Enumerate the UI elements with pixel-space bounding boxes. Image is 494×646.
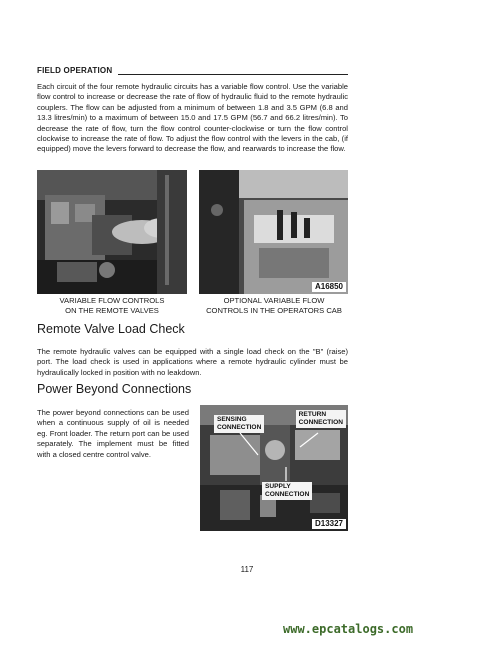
caption-cab-controls-line2: CONTROLS IN THE OPERATORS CAB xyxy=(206,306,342,316)
photo-cab-controls xyxy=(199,170,348,294)
photo-ref-d13327: D13327 xyxy=(312,519,346,529)
caption-cab-controls-line1: OPTIONAL VARIABLE FLOW xyxy=(223,296,325,305)
photo-cab-controls-image xyxy=(199,170,348,294)
label-sensing-line1: SENSING xyxy=(217,416,247,423)
caption-remote-valves-line2: ON THE REMOTE VALVES xyxy=(65,306,159,316)
label-return-line2: CONNECTION xyxy=(298,419,343,426)
photo-ref-a16850: A16850 xyxy=(312,282,346,292)
label-return-connection xyxy=(296,410,346,428)
photo-remote-valves xyxy=(37,170,187,294)
caption-remote-valves-line1: VARIABLE FLOW CONTROLS xyxy=(59,296,165,305)
heading-remote-valve-load-check: Remote Valve Load Check xyxy=(37,322,185,336)
heading-rule xyxy=(118,74,348,75)
paragraph-power-beyond: The power beyond connections can be used when a continuous supply of oil is needed eg. Front loader. The return port can be used separately. The implement must be fitted with a closed centre control valve. xyxy=(37,408,189,459)
section-heading: FIELD OPERATION xyxy=(37,66,113,75)
label-supply-connection xyxy=(262,482,312,500)
label-supply-line2: CONNECTION xyxy=(265,491,310,498)
paragraph-flow-control: Each circuit of the four remote hydraulic circuits has a variable flow control. Use the variable flow control to increase or decrease the rate of flow of hydraulic fluid to the remote hydraulic couplers. The flow can be adjusted from a minimum of between 1.8 and 3.5 GPM (6.8 and 13.3 litres/min) to a maximum of between 15.0 and 17.5 GPM (56.7 and 66.2 litres/min). To decrease the rate of flow, turn the flow control counter-clockwise or turn the flow control clockwise to increase the rate of flow. To adjust the flow control with the levers in the cab, (if equipped) move the levers forward to decrease the flow, and rearwards to increase the flow. xyxy=(37,82,348,154)
heading-power-beyond: Power Beyond Connections xyxy=(37,382,192,396)
caption-cab-controls xyxy=(192,296,356,317)
paragraph-load-check: The remote hydraulic valves can be equipped with a single load check on the "B" (raise) port. The load check is used in applications where a remote hydraulic cylinder must be hydraulically locked in position with no leakdown. xyxy=(37,347,348,377)
label-sensing-connection xyxy=(214,415,264,433)
photo-remote-valves-image xyxy=(37,170,187,294)
page-number: 117 xyxy=(240,565,254,574)
watermark-link[interactable]: www.epcatalogs.com xyxy=(283,622,414,636)
label-sensing-line2: CONNECTION xyxy=(217,424,262,431)
label-supply-line1: SUPPLY xyxy=(265,483,291,490)
photo-power-beyond xyxy=(200,405,348,531)
caption-remote-valves xyxy=(37,296,187,317)
label-return-line1: RETURN xyxy=(298,411,327,418)
